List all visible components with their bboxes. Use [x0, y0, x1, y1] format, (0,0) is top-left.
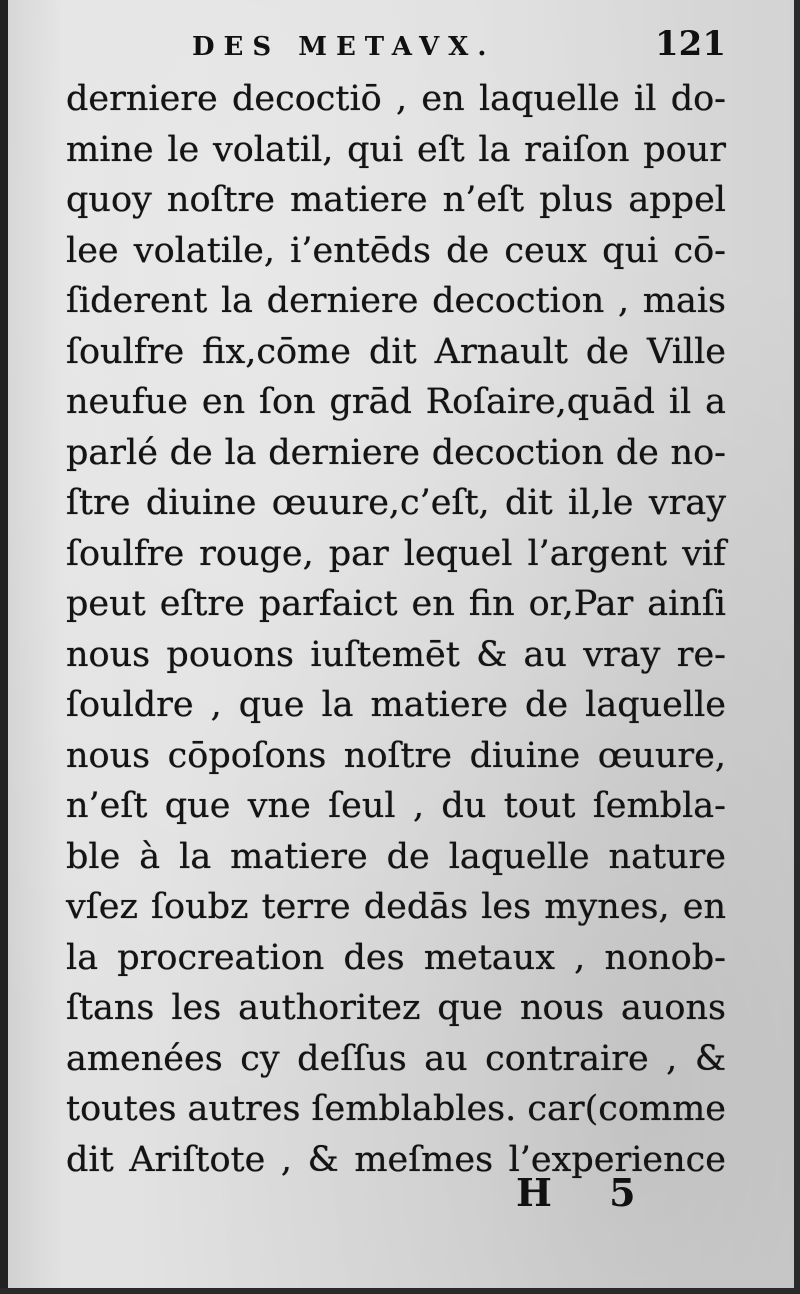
text-line: derniere decoctiō , en laquelle il do- — [66, 79, 726, 119]
text-line: ſtre diuine œuure,c’eſt, dit il,le vray — [66, 483, 726, 523]
text-line: ſouldre , que la matiere de laquelle — [66, 685, 726, 725]
page-left-edge — [0, 0, 8, 1294]
text-line: ſoulfre fix,cōme dit Arnault de Ville — [66, 331, 726, 372]
text-line: parlé de la derniere decoction de no- — [66, 432, 726, 473]
signature-mark: H 5 — [516, 1170, 658, 1215]
text-line: dit Ariſtote , & meſmes l’experience — [66, 1139, 726, 1180]
text-line: n’eſt que vne ſeul , du tout ſembla- — [66, 786, 726, 826]
text-line: lee volatile, i’entēds de ceux qui cō- — [66, 230, 726, 271]
text-line: amenées cy deſſus au contraire , & — [66, 1038, 726, 1079]
page-bottom-edge — [0, 1288, 800, 1294]
text-line: ſoulfre rouge, par lequel l’argent vif — [66, 533, 726, 574]
text-line: mine le volatil, qui eſt la raiſon pour — [66, 129, 726, 170]
text-line: peut eſtre parfaict en fin or,Par ainſi — [66, 584, 726, 624]
page-right-edge — [794, 0, 800, 1294]
running-head: DES METAVX. — [192, 32, 496, 62]
text-line: ſtans les authoritez que nous auons — [66, 988, 726, 1028]
page-header — [0, 22, 800, 72]
body-text — [66, 74, 726, 1185]
text-line: quoy noſtre matiere n’eſt plus appel — [66, 180, 726, 220]
text-line: neufue en ſon grād Roſaire,quād il a — [66, 382, 726, 422]
text-line: toutes autres ſemblables. car(comme — [66, 1089, 727, 1129]
text-line: vſez ſoubz terre dedās les mynes, en — [66, 887, 726, 927]
text-line: nous cōpoſons noſtre diuine œuure, — [66, 735, 726, 776]
text-line: ble à la matiere de laquelle nature — [66, 836, 726, 877]
text-line: nous pouons iuſtemēt & au vray re- — [66, 634, 726, 675]
text-line: ſiderent la derniere decoction , mais — [66, 281, 726, 321]
text-line: la procreation des metaux , nonob- — [66, 937, 726, 978]
page-number: 121 — [655, 24, 726, 64]
